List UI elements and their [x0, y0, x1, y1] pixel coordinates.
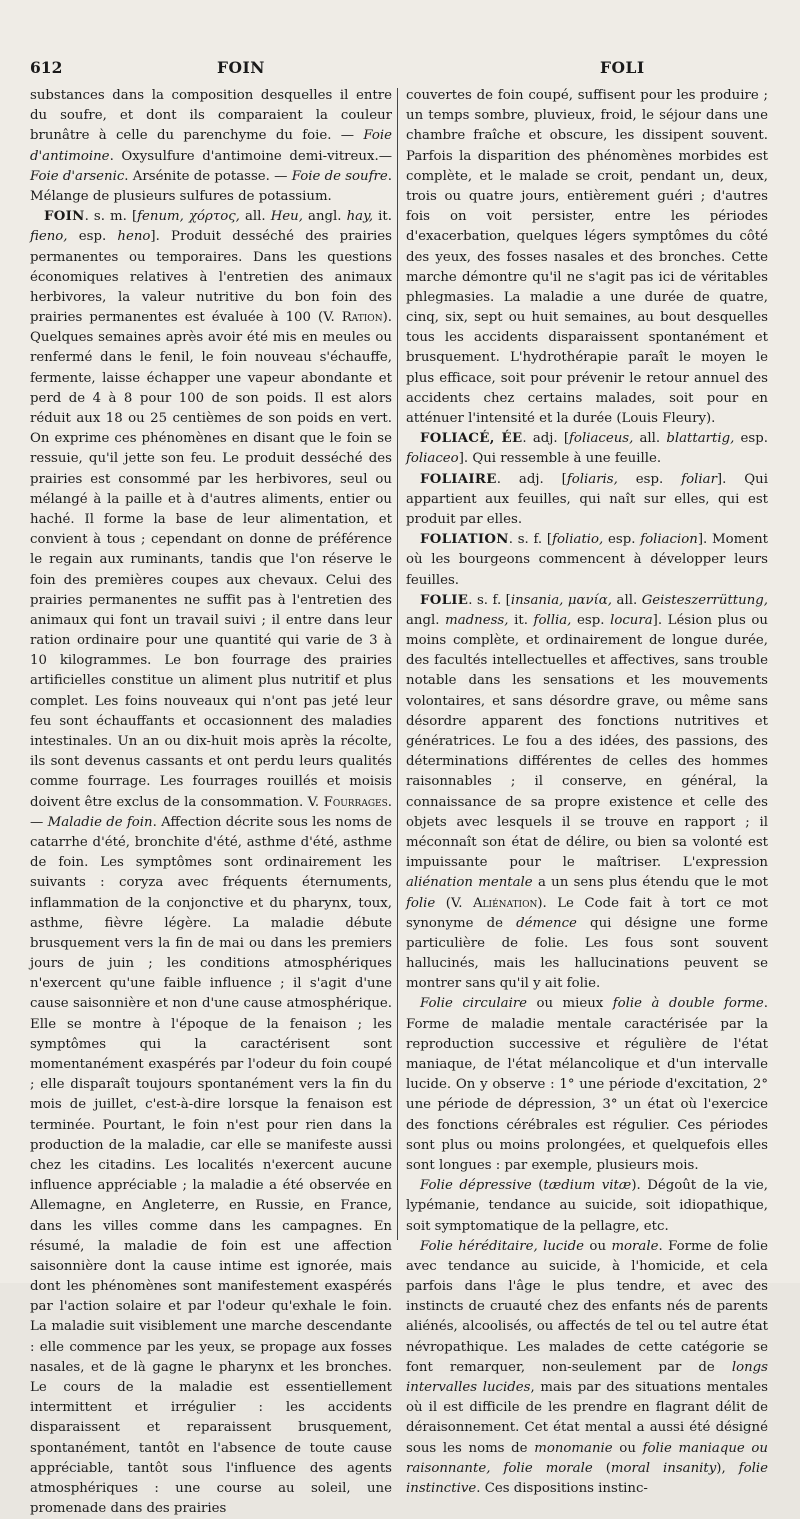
cross-reference: Aliénation — [472, 895, 538, 911]
left-column — [30, 86, 392, 1519]
right-guide-word: FOLI — [600, 58, 645, 77]
entry-foliaire: FOLIAIRE. adj. [foliaris, esp. foliar]. Qui appartient aux feuilles, qui naît sur elles, qui est produit par elles. — [406, 471, 769, 527]
headword-folie: FOLIE — [420, 592, 469, 608]
headword-foliaire: FOLIAIRE — [420, 471, 497, 487]
entry-foie-continuation: substances dans la composition desquelles il entre du soufre, et dont ils comparaient la couleur brunâtre à celle du parenchyme du foie. — Foie d'antimoine. Oxysulfure d'antimoine demi-vitreux.— Foie d'arsenic. Arsénite de potasse. — Foie de soufre. Mélange de plusieurs sulfures de potassium. — [30, 88, 392, 204]
left-guide-word: FOIN — [217, 58, 265, 77]
subentry-folie-hereditaire: Folie héréditaire, lucide ou morale. Forme de folie avec tendance au suicide, à l'homicide, et cela parfois dans l'âge le plus tendre, et avec des instincts de cruauté chez des enfants nés de parents aliénés, alcoolisés, ou affectés de tel ou tel autre état névropathique. Les malades de cette catégorie se font remarquer, non-seulement par de longs intervalles lucides, mais par des situations mentales où il est difficile de les prendre en flagrant délit de déraisonnement. Cet état mental a aussi été désigné sous les noms de monomanie ou folie maniaque ou raisonnante, folie morale (moral insanity), folie instinctive. Ces dispositions instinc- — [406, 1238, 768, 1496]
entry-folie: FOLIE. s. f. [insania, μανία, all. Geisteszerrüttung, angl. madness, it. follia, esp. locura]. Lésion plus ou moins complète, et ordinairement de longue durée, des facultés intellectuelles et affectives, sans trouble notable dans les sensations et les mouvements volontaires, et sans désordre grave, ou même sans désordre apparent des fonctions nutritives et génératrices. Le fou a des idées, des passions, des déterminations différentes de celles des hommes raisonnables ; il conserve, en général, la connaissance de sa propre existence et celle des objets avec lesquels il se trouve en rapport ; il méconnaît son état de délire, ou bien sa volonté est impuissante pour le maîtriser. L'expression aliénation mentale a un sens plus étendu que le mot folie (V. Aliénation). Le Code fait à tort ce mot synonyme de démence qui désigne une forme particulière de folie. Les fous sont souvent hallucinés, mais les hallucinations peuvent se montrer sans qu'il y ait folie. — [406, 592, 768, 992]
entry-foin-continuation: couvertes de foin coupé, suffisent pour les produire ; un temps sombre, pluvieux, froid, le séjour dans une chambre fraîche et obscure, les dissipent souvent. Parfois la disparition des phénomènes morbides est complète, et le malade se croit, pendant un, deux, trois ou quatre jours, entièrement guéri ; d'autres fois on voit persister, entre les périodes d'exacerbation, quelques légers symptômes du côté des yeux, des fosses nasales et des bronches. Cette marche démontre qu'il ne s'agit pas ici de véritables phlegmasies. La maladie a une durée de quatre, cinq, six, sept ou huit semaines, au bout desquelles tous les accidents disparaissent spontanément et brusquement. L'hydrothérapie paraît le moyen le plus efficace, soit pour prévenir le retour annuel des accidents chez certains malades, soit pour en atténuer l'intensité et la durée (Louis Fleury). — [406, 88, 768, 426]
page-number: 612 — [30, 58, 63, 77]
entry-foliace: FOLIACÉ, ÉE. adj. [foliaceus, all. blattartig, esp. foliaceo]. Qui ressemble à une feuille. — [406, 431, 768, 467]
running-header — [30, 58, 776, 84]
entry-foliation: FOLIATION. s. f. [foliatio, esp. foliacion]. Moment où les bourgeons commencent à développer leurs feuilles. — [406, 532, 768, 588]
entry-foin: FOIN. s. m. [fenum, χόρτος, all. Heu, angl. hay, it. fieno, esp. heno]. Produit desséché des prairies permanentes ou temporaires. Dans les questions économiques relatives à l'entretien des animaux herbivores, la valeur nutritive du bon foin des prairies permanentes est évaluée à 100 (V. Ration). Quelques semaines après avoir été mis en meules ou renfermé dans le fenil, le foin nouveau s'échauffe, fermente, laisse échapper une vapeur abondante et perd de 4 à 8 pour 100 de son poids. Il est alors réduit aux 18 ou 25 centièmes de son poids en vert. On exprime ces phénomènes en disant que le foin se ressuie, qu'il jette son feu. Le produit desséché des prairies est consommé par les herbivores, seul ou mélangé à la paille et à d'autres aliments, entier ou haché. Il forme la base de leur alimentation, et convient à tous ; cependant on donne de préférence le regain aux ruminants, tandis que l'on réserve le foin des premières coupes aux chevaux. Celui des prairies permanentes ne suffit pas à l'entretien des animaux qui font un travail suivi ; il entre dans leur ration ordinaire pour une quantité qui varie de 3 à 10 kilogrammes. Le bon fourrage des prairies artificielles constitue un aliment plus nutritif et plus complet. Les foins nouveaux qui n'ont pas jeté leur feu sont échauffants et occasionnent des maladies intestinales. Un an ou dix-huit mois après la récolte, ils sont devenus cassants et ont perdu leurs qualités comme fourrage. Les fourrages rouillés et moisis doivent être exclus de la consommation. V. Fourrages. — Maladie de foin. Affection décrite sous les noms de catarrhe d'été, bronchite d'été, asthme d'été, asthme de foin. Les symptômes sont ordinairement les suivants : coryza avec fréquents éternuments, inflammation de la conjonctive et du pharynx, toux, asthme, fièvre légère. La maladie débute brusquement vers la fin de mai ou dans les premiers jours de juin ; les conditions atmosphériques n'exercent qu'une faible influence ; il s'agit d'une cause saisonnière et non d'une cause atmosphérique. Elle se montre à l'époque de la fenaison ; les symptômes qui la caractérisent sont momentanément exaspérés par l'odeur du foin coupé ; elle disparaît toujours spontanément vers la fin du mois de juillet, c'est-à-dire lorsque la fenaison est terminée. Pourtant, le foin n'est pour rien dans la production de la maladie, car elle se manifeste aussi chez les citadins. Les localités n'exercent aucune influence appréciable ; la maladie a été observée en Allemagne, en Angleterre, en Russie, en France, dans les villes comme dans les campagnes. En résumé, la maladie de foin est une affection saisonnière dont la cause intime est ignorée, mais dont les phénomènes sont manifestement exaspérés par l'action solaire et par l'odeur qu'exhale le foin. La maladie suit visiblement une marche descendante : elle commence par les yeux, se propage aux fosses nasales, et de là gagne le pharynx et les bronches. Le cours de la maladie est essentiellement intermittent et irrégulier : les accidents disparaissent et reparaissent brusquement, spontanément, tantôt en l'absence de toute cause appréciable, tantôt sous l'influence des agents atmosphériques : une course au soleil, une promenade dans des prairies — [30, 209, 393, 1517]
right-column — [406, 86, 768, 1499]
column-divider — [397, 88, 398, 1240]
cross-reference: Ration — [341, 310, 383, 326]
headword-foliation: FOLIATION — [420, 532, 509, 548]
subentry-folie-depressive: Folie dépressive (tædium vitæ). Dégoût de la vie, lypémanie, tendance au suicide, soit idiopathique, soit symptomatique de la pellagre, etc. — [406, 1178, 769, 1234]
headword-foin: FOIN — [44, 209, 85, 225]
cross-reference: Fourrages — [323, 794, 388, 810]
headword-foliace: FOLIACÉ, ÉE — [420, 431, 523, 447]
subentry-folie-circulaire: Folie circulaire ou mieux folie à double forme. Forme de maladie mentale caractérisée par la reproduction successive et régulière de l'état maniaque, de l'état mélancolique et d'un intervalle lucide. On y observe : 1° une période d'excitation, 2° une période de dépression, 3° un état où l'exercice des fonctions cérébrales est régulier. Ces périodes sont plus ou moins prolongées, et quelquefois elles sont longues : par exemple, plusieurs mois. — [406, 996, 768, 1173]
